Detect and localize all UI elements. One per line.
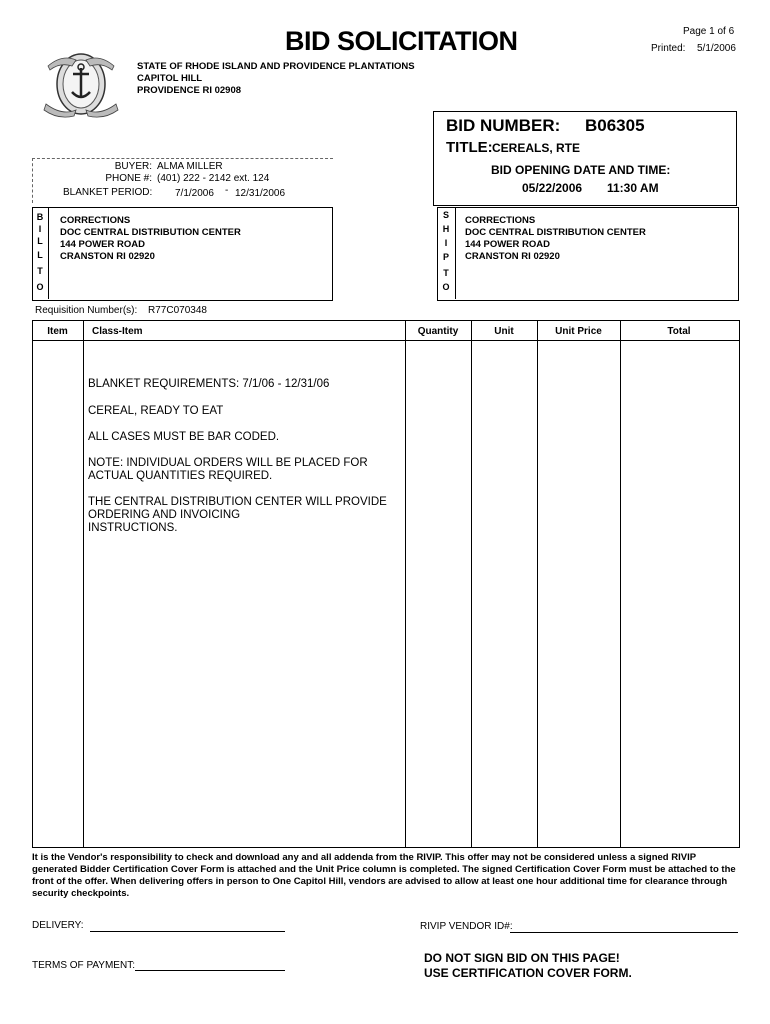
ship-to-letter: O bbox=[442, 282, 450, 292]
terms-field[interactable] bbox=[135, 970, 285, 971]
column-divider bbox=[537, 320, 538, 847]
bill-to-letter: L bbox=[37, 236, 43, 246]
bill-to-line: CRANSTON RI 02920 bbox=[60, 251, 155, 262]
ship-to-letter: S bbox=[442, 210, 449, 220]
column-header-unit-price: Unit Price bbox=[555, 326, 602, 337]
bill-to-letter: B bbox=[36, 212, 44, 222]
line-item-text: NOTE: INDIVIDUAL ORDERS WILL BE PLACED FOR bbox=[88, 457, 368, 469]
line-item-text: BLANKET REQUIREMENTS: 7/1/06 - 12/31/06 bbox=[88, 378, 330, 390]
blanket-period-end: 12/31/2006 bbox=[235, 188, 286, 199]
table-header-divider bbox=[32, 340, 740, 341]
bill-to-divider bbox=[48, 207, 49, 299]
bid-opening-date: 05/22/2006 bbox=[522, 181, 583, 195]
line-items-table bbox=[32, 320, 740, 848]
agency-address bbox=[137, 61, 415, 97]
column-header-total: Total bbox=[667, 326, 691, 337]
buyer-label: BUYER: bbox=[114, 161, 152, 172]
column-divider bbox=[83, 320, 84, 847]
phone-value: (401) 222 - 2142 ext. 124 bbox=[157, 173, 270, 184]
vendor-notice: It is the Vendor's responsibility to check and download any and all addenda from the RIVIP. This offer may not be considered unless a signed RIVIP generated Bidder Certification Cover Form is attached and the Unit Price column is completed. The signed Certification Cover Form must be attached to the front of the offer. When delivering offers in person to One Capitol Hill, vendors are advised to allow at least one hour additional time for clearance through security checkpoints. bbox=[32, 852, 736, 899]
bill-to-label bbox=[32, 211, 48, 293]
column-divider bbox=[620, 320, 621, 847]
bill-to-letter: O bbox=[36, 282, 44, 292]
buyer-name: ALMA MILLER bbox=[157, 161, 223, 172]
line-item-text: INSTRUCTIONS. bbox=[88, 522, 178, 534]
state-seal-logo bbox=[42, 44, 120, 124]
bill-to-line: DOC CENTRAL DISTRIBUTION CENTER bbox=[60, 227, 241, 238]
document-title: BID SOLICITATION bbox=[285, 26, 518, 56]
vendor-id-label: RIVIP VENDOR ID#: bbox=[420, 921, 513, 932]
column-header-unit: Unit bbox=[494, 326, 514, 337]
delivery-field[interactable] bbox=[90, 931, 285, 932]
agency-line-3: PROVIDENCE RI 02908 bbox=[137, 85, 242, 96]
terms-label: TERMS OF PAYMENT: bbox=[32, 960, 135, 971]
delivery-label: DELIVERY: bbox=[32, 920, 84, 931]
blanket-period-start: 7/1/2006 bbox=[175, 188, 214, 199]
bill-to-letter: T bbox=[37, 266, 43, 276]
do-not-sign-warning bbox=[424, 951, 632, 981]
line-item-text: THE CENTRAL DISTRIBUTION CENTER WILL PROVIDE bbox=[88, 496, 387, 508]
bill-to-line: CORRECTIONS bbox=[60, 215, 131, 226]
bill-to-letter: L bbox=[37, 250, 43, 260]
phone-label: PHONE #: bbox=[105, 173, 152, 184]
blanket-period-dash: - bbox=[225, 185, 229, 196]
line-item-text: ALL CASES MUST BE BAR CODED. bbox=[88, 431, 280, 443]
bill-to-letter: I bbox=[38, 224, 42, 234]
printed-label: Printed: bbox=[651, 43, 686, 54]
ship-to-letter: T bbox=[443, 268, 449, 278]
column-header-class-item: Class-Item bbox=[92, 326, 143, 337]
bill-to-address bbox=[60, 215, 241, 263]
ship-to-line: DOC CENTRAL DISTRIBUTION CENTER bbox=[465, 227, 646, 238]
ship-to-address bbox=[465, 215, 646, 263]
blanket-period-label: BLANKET PERIOD: bbox=[63, 187, 153, 198]
ship-to-line: CORRECTIONS bbox=[465, 215, 536, 226]
ship-to-letter: I bbox=[444, 238, 448, 248]
column-header-quantity: Quantity bbox=[417, 326, 459, 337]
ship-to-letter: H bbox=[442, 224, 450, 234]
ship-to-label bbox=[438, 209, 454, 293]
column-divider bbox=[405, 320, 406, 847]
printed-date: 5/1/2006 bbox=[697, 43, 736, 54]
bid-opening-time: 11:30 AM bbox=[607, 181, 659, 195]
bid-opening-label: BID OPENING DATE AND TIME: bbox=[491, 163, 671, 177]
bill-to-line: 144 POWER ROAD bbox=[60, 239, 145, 250]
agency-line-1: STATE OF RHODE ISLAND AND PROVIDENCE PLANTATIONS bbox=[137, 61, 415, 72]
requisition-label: Requisition Number(s): bbox=[35, 305, 138, 316]
ship-to-letter: P bbox=[442, 252, 449, 262]
bid-title-value: CEREALS, RTE bbox=[492, 141, 581, 155]
ship-to-divider bbox=[455, 207, 456, 299]
bid-number-value: B06305 bbox=[585, 116, 645, 135]
line-item-text: CEREAL, READY TO EAT bbox=[88, 405, 224, 417]
warning-line-1: DO NOT SIGN BID ON THIS PAGE! bbox=[424, 951, 620, 965]
requisition-value: R77C070348 bbox=[148, 305, 207, 316]
warning-line-2: USE CERTIFICATION COVER FORM. bbox=[424, 966, 632, 980]
bid-title-label: TITLE: bbox=[446, 139, 493, 156]
agency-line-2: CAPITOL HILL bbox=[137, 73, 203, 84]
page-indicator: Page 1 of 6 bbox=[683, 26, 735, 37]
column-divider bbox=[471, 320, 472, 847]
line-item-text: ORDERING AND INVOICING bbox=[88, 509, 241, 521]
ship-to-line: 144 POWER ROAD bbox=[465, 239, 550, 250]
line-item-text: ACTUAL QUANTITIES REQUIRED. bbox=[88, 470, 273, 482]
column-header-item: Item bbox=[47, 326, 68, 337]
ship-to-line: CRANSTON RI 02920 bbox=[465, 251, 560, 262]
bid-number-label: BID NUMBER: bbox=[446, 116, 561, 135]
vendor-id-field[interactable] bbox=[510, 932, 738, 933]
